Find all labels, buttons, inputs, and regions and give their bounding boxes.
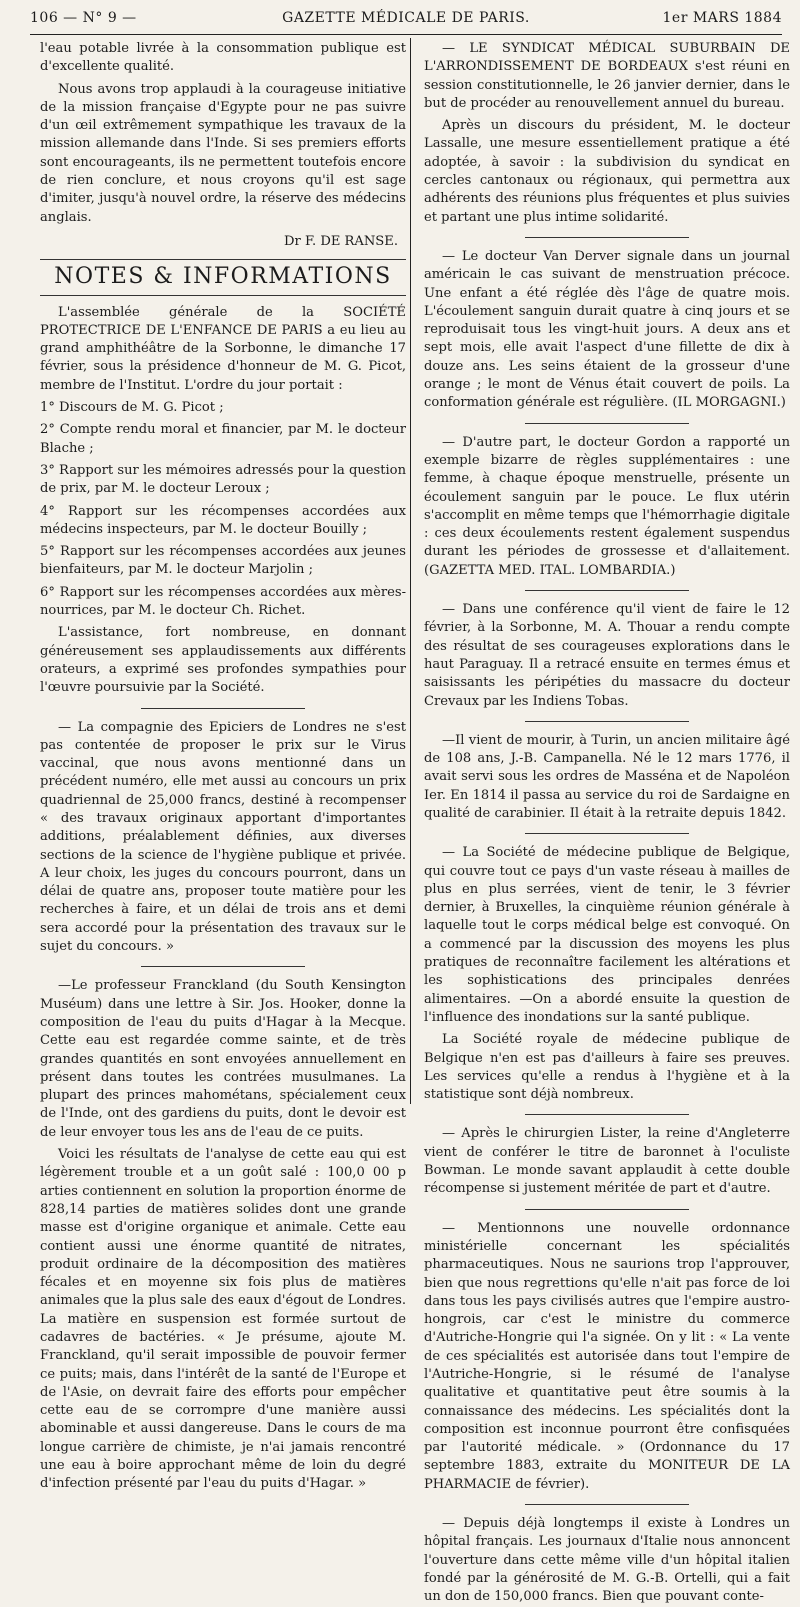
separator bbox=[525, 1209, 690, 1210]
separator bbox=[525, 833, 690, 834]
separator bbox=[40, 295, 406, 296]
paragraph: —Il vient de mourir, à Turin, un ancien militaire âgé de 108 ans, J.-B. Campanella. Né le 12 mars 1776, il avait servi sous les ordres de Masséna et de Napoléon Ier. En 1814 il passa au service du roi de Sardaigne en qualité de carabinier. Il était à la retraite depuis 1842. bbox=[424, 732, 790, 821]
agenda-item: 2° Compte rendu moral et financier, par M. le docteur Blache ; bbox=[40, 422, 406, 456]
paragraph: L'assistance, fort nombreuse, en donnant généreusement ses applaudissements aux différents orateurs, a exprimé ses profondes sympathies pour l'œuvre poursuivie par la Société. bbox=[40, 625, 406, 696]
separator bbox=[141, 708, 306, 709]
separator bbox=[525, 1504, 690, 1505]
signature: Dr F. DE RANSE. bbox=[284, 233, 398, 249]
paragraph: — La Société de médecine publique de Belgique, qui couvre tout ce pays d'un vaste réseau à mailles de plus en plus serrées, vient de tenir, le 3 février dernier, à Bruxelles, la cinquième réunion générale à laquelle tout le corps médical belge est convoqué. On a commencé par la discussion des moyens les plus pratiques de reconnaître facilement les altérations et les sophistications des principales denrées alimentaires. —On a abordé ensuite la question de l'influence des inondations sur la santé publique. bbox=[424, 845, 790, 1025]
paragraph: —Le professeur Franckland (du South Kensington Muséum) dans une lettre à Sir. Jos. Hooker, donne la composition de l'eau du puits d'Hagar à la Mecque. Cette eau est regardée comme sainte, et de très grandes quantités en sont envoyées annuellement en présent dans toutes les contrées musulmanes. La plupart des princes mahométans, spécialement ceux de l'Inde, ont des gardiens du puits, dont le devoir est de leur envoyer tous les ans de l'eau de ce puits. bbox=[40, 978, 406, 1140]
separator bbox=[141, 966, 306, 967]
right-column bbox=[424, 40, 790, 1605]
agenda-item: 1° Discours de M. G. Picot ; bbox=[40, 400, 224, 416]
agenda-item: 6° Rapport sur les récompenses accordées aux mères-nourrices, par M. le docteur Ch. Richet. bbox=[40, 584, 406, 619]
separator bbox=[40, 259, 406, 260]
column-divider bbox=[410, 38, 411, 1104]
paragraph: Voici les résultats de l'analyse de cette eau qui est légèrement trouble et a un goût salé : 100,0 00 p arties contiennent en solution la proportion énorme de 828,14 parties de matières solides dont une grande masse est d'origine organique et animale. Cette eau contient aussi une énorme quantité de nitrates, produit ordinaire de la décomposition des matières fécales et en moyenne six fois plus de matières animales que la plus sale des eaux d'égout de Londres. La matière en suspension est formée surtout de cadavres de bactéries. « Je présume, ajoute M. Franckland, qu'il serait impossible de pouvoir fermer ce puits; mais, dans l'intérêt de la santé de l'Europe et de l'Asie, on devrait faire des efforts pour empêcher cette eau de se corrompre d'une manière aussi abominable et aussi dangereuse. Dans le cours de ma longue carrière de chimiste, je n'ai jamais rencontré une eau à boire approchant même de loin du degré d'infection présenté par l'eau du puits d'Hagar. » bbox=[40, 1147, 406, 1492]
separator bbox=[525, 721, 690, 722]
paragraph: l'eau potable livrée à la consommation publique est d'excellente qualité. bbox=[40, 41, 406, 75]
paragraph: La Société royale de médecine publique de Belgique n'en est pas d'ailleurs à faire ses preuves. Les services qu'elle a rendus à l'hygiène et à la statistique sont déjà nombreux. bbox=[424, 1032, 790, 1103]
paragraph: — LE SYNDICAT MÉDICAL SUBURBAIN DE L'ARRONDISSEMENT DE BORDEAUX s'est réuni en session constitutionnelle, le 26 janvier dernier, dans le but de procéder au renouvellement annuel du bureau. bbox=[424, 41, 790, 111]
paragraph: L'assemblée générale de la SOCIÉTÉ PROTECTRICE DE L'ENFANCE DE PARIS a eu lieu au grand amphithéâtre de la Sorbonne, le dimanche 17 février, sous la présidence d'honneur de M. G. Picot, membre de l'Institut. L'ordre du jour portait : bbox=[40, 304, 406, 393]
paragraph: Après un discours du président, M. le docteur Lassalle, une mesure essentiellement pratique a été adoptée, à savoir : la subdivision du syndicat en cercles cantonaux ou régionaux, qui permettra aux adhérents des réunions plus fréquentes et plus suivies et partant une plus intime solidarité. bbox=[424, 118, 790, 225]
left-column bbox=[40, 40, 406, 1492]
paragraph: — Après le chirurgien Lister, la reine d'Angleterre vient de conférer le titre de baronnet à l'oculiste Bowman. Le monde savant applaudit à cette double récompense si justement méritée de part et d'autre. bbox=[424, 1126, 790, 1197]
section-title: NOTES & INFORMATIONS bbox=[54, 264, 392, 290]
paragraph: Nous avons trop applaudi à la courageuse initiative de la mission française d'Egypte pour ne pas suivre d'un œil extrêmement sympathique les travaux de la mission allemande dans l'Inde. Si ses premiers efforts sont encourageants, ils ne permettent toutefois encore de rien conclure, et nous croyons qu'il est sage d'imiter, jusqu'à nouvel ordre, la réserve des médecins anglais. bbox=[40, 81, 406, 225]
header-rule bbox=[30, 34, 782, 35]
page-header bbox=[30, 6, 782, 30]
paragraph: — Dans une conférence qu'il vient de faire le 12 février, à la Sorbonne, M. A. Thouar a rendu compte des résultat de ses courageuses explorations dans le haut Paraguay. Il a retracé ensuite en termes émus et saisissants les péripéties du massacre du docteur Crevaux par les Indiens Tobas. bbox=[424, 602, 790, 709]
paragraph: — La compagnie des Epiciers de Londres ne s'est pas contentée de proposer le prix sur le Virus vaccinal, que nous avons mentionné dans un précédent numéro, elle met aussi au concours un prix quadriennal de 25,000 francs, destiné à recompenser « des travaux originaux apportant d'importantes additions, préalablement définies, aux diverses sections de la science de l'hygiène publique et privée. A leur choix, les juges du concours pourront, dans un délai de quatre ans, proposer toute matière pour les recherches à faire, et un délai de trois ans et demi sera accordé pour la présentation des travaux sur le sujet du concours. » bbox=[40, 719, 406, 955]
paragraph: — D'autre part, le docteur Gordon a rapporté un exemple bizarre de règles supplémentaires : une femme, à chaque époque menstruelle, présente un écoulement sanguin par le pouce. Le flux utérin s'accomplit en même temps que l'hémorrhagie digitale : ces deux écoulements restent également suspendus durant les périodes de grossesse et d'allaitement. (GAZETTA MED. ITAL. LOMBARDIA.) bbox=[424, 434, 790, 578]
separator bbox=[525, 590, 690, 591]
separator bbox=[525, 423, 690, 424]
separator bbox=[525, 237, 690, 238]
page-number: 106 — N° 9 — bbox=[30, 10, 137, 26]
agenda-item: 4° Rapport sur les récompenses accordées aux médecins inspecteurs, par M. le docteur Bouilly ; bbox=[40, 503, 406, 537]
issue-date: 1er MARS 1884 bbox=[662, 10, 782, 26]
agenda-item: 3° Rapport sur les mémoires adressés pour la question de prix, par M. le docteur Leroux ; bbox=[40, 462, 406, 497]
paragraph: — Le docteur Van Derver signale dans un journal américain le cas suivant de menstruation précoce. Une enfant a été réglée dès l'âge de quatre mois. L'écoulement sanguin durait quatre à cinq jours et se reproduisait tous les vingt-huit jours. A deux ans et sept mois, elle avait l'aspect d'une fillette de dix à douze ans. Les seins étaient de la grosseur d'une orange ; le mont de Vénus était couvert de poils. La conformation générale est régulière. (IL MORGAGNI.) bbox=[424, 248, 790, 411]
separator bbox=[525, 1114, 690, 1115]
journal-title: GAZETTE MÉDICALE DE PARIS. bbox=[282, 10, 530, 26]
paragraph: — Depuis déjà longtemps il existe à Londres un hôpital français. Les journaux d'Italie nous annoncent l'ouverture dans cette même ville d'un hôpital italien fondé par la générosité de M. G.-B. Ortelli, qui a fait un don de 150,000 francs. Bien que pouvant conte- bbox=[424, 1516, 790, 1605]
paragraph: — Mentionnons une nouvelle ordonnance ministérielle concernant les spécialités pharmaceutiques. Nous ne saurions trop l'approuver, bien que nous regrettions qu'elle n'ait pas force de loi dans tous les pays civilisés autres que l'empire austro-hongrois, car c'est le ministre du commerce d'Autriche-Hongrie qui l'a signée. On y lit : « La vente de ces spécialités est autorisée dans tout l'empire de l'Autriche-Hongrie, si le résumé de l'analyse qualitative et quantitative peut être soumis à la connaissance des médecins. Les spécialités dont la composition est inconnue pourront être confisquées par l'autorité médicale. » (Ordonnance du 17 septembre 1883, extraite du MONITEUR DE LA PHARMACIE de février). bbox=[424, 1220, 790, 1492]
agenda-item: 5° Rapport sur les récompenses accordées aux jeunes bienfaiteurs, par M. le docteur Marjolin ; bbox=[40, 544, 406, 578]
